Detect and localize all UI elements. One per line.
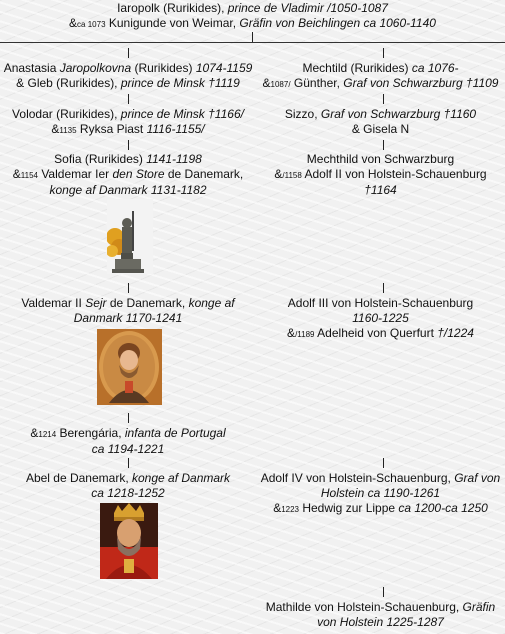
- right-generation-1: [256, 61, 505, 92]
- genealogy-line: [0, 442, 256, 457]
- genealogy-text: Jaropolkovna: [59, 61, 132, 75]
- genealogy-text: infanta de Portugal: [124, 426, 226, 440]
- genealogy-text: de Danemark,: [106, 296, 189, 310]
- genealogy-text: Adolf II von Holstein-Schauenburg: [301, 167, 487, 181]
- genealogy-text: Anastasia: [3, 61, 60, 75]
- connector-line: [383, 140, 384, 150]
- genealogy-text: prince de Minsk †1166/: [120, 107, 244, 121]
- person-name: Iaropolk (Rurikides),: [117, 1, 228, 15]
- left-generation-5: [0, 426, 256, 457]
- right-generation-2: [256, 107, 505, 137]
- genealogy-text: Valdemar II: [21, 296, 86, 310]
- genealogy-text: konge af Danmark 1131-1182: [49, 183, 207, 197]
- genealogy-text: Mathilde von Holstein-Schauenburg,: [265, 600, 463, 614]
- connector-line: [383, 283, 384, 293]
- genealogy-line: [256, 183, 505, 198]
- genealogy-line: [0, 296, 256, 311]
- genealogy-text: Sizzo,: [284, 107, 321, 121]
- genealogy-text: 1160-1225: [352, 311, 409, 325]
- genealogy-text: den Store: [112, 167, 165, 181]
- genealogy-line: [256, 152, 505, 167]
- genealogy-text: 1141-1198: [146, 152, 202, 166]
- genealogy-text: Graf von Schwarzburg †1160: [320, 107, 477, 121]
- genealogy-text: de Danemark,: [164, 167, 244, 181]
- left-generation-6: [0, 471, 256, 501]
- genealogy-text: Adelheid von Querfurt: [314, 326, 438, 340]
- genealogy-text: prince de Minsk †1119: [120, 76, 240, 90]
- genealogy-text: 1154: [20, 171, 38, 180]
- connector-line: [128, 140, 129, 150]
- portrait-abel: [100, 503, 158, 579]
- genealogy-text: 1087/: [270, 80, 291, 89]
- genealogy-text: & Gleb (Rurikides),: [16, 76, 121, 90]
- genealogy-text: Valdemar Ier: [37, 167, 113, 181]
- connector-line: [128, 458, 129, 468]
- genealogy-line: [256, 167, 505, 183]
- genealogy-line: [0, 471, 256, 486]
- genealogy-text: Günther,: [290, 76, 344, 90]
- genealogy-text: Ryksa Piast: [76, 122, 147, 136]
- genealogy-line: [256, 122, 505, 137]
- right-generation-3: [256, 152, 505, 198]
- genealogy-line: [0, 183, 256, 198]
- genealogy-line: [256, 471, 505, 486]
- genealogy-text: Abel de Danemark,: [25, 471, 132, 485]
- portrait-valdemar-ii: [97, 329, 162, 405]
- connector-line: [128, 48, 129, 58]
- genealogy-text: 1223: [281, 505, 299, 514]
- left-generation-3: [0, 152, 256, 198]
- genealogy-text: Berengária,: [56, 426, 125, 440]
- person-name: Kunigunde von Weimar,: [105, 16, 240, 30]
- genealogy-line: [256, 615, 505, 630]
- genealogy-line: [0, 486, 256, 501]
- genealogy-text: &: [262, 76, 271, 90]
- genealogy-line: [256, 311, 505, 326]
- connector-line: [383, 587, 384, 597]
- connector-line: [128, 283, 129, 293]
- connector-line: [383, 48, 384, 58]
- genealogy-line: [256, 296, 505, 311]
- portrait-statue: [107, 199, 153, 274]
- genealogy-text: /1189: [295, 330, 315, 339]
- connector-line: [252, 32, 253, 42]
- genealogy-line: [0, 76, 256, 91]
- genealogy-line: [0, 167, 256, 183]
- genealogy-line: [0, 61, 256, 76]
- genealogy-line: [256, 107, 505, 122]
- marriage-year: ca 1073: [77, 20, 106, 29]
- genealogy-text: ca 1194-1221: [91, 442, 165, 456]
- genealogy-line: [256, 326, 505, 342]
- genealogy-text: †1164: [364, 183, 397, 197]
- genealogy-text: 1074-1159: [195, 61, 253, 75]
- connector-line: [383, 458, 384, 468]
- right-generation-6: [256, 600, 505, 630]
- person-title: Gräfin von Beichlingen ca 1060-1140: [239, 16, 436, 30]
- right-generation-5: [256, 471, 505, 517]
- marriage-sign: &: [69, 16, 78, 30]
- genealogy-text: Graf von: [454, 471, 501, 485]
- genealogy-line: [256, 600, 505, 615]
- connector-line: [383, 94, 384, 104]
- genealogy-text: Hedwig zur Lippe: [299, 501, 399, 515]
- right-generation-4: [256, 296, 505, 342]
- genealogy-text: &: [287, 326, 296, 340]
- genealogy-text: Sejr: [85, 296, 107, 310]
- top-line-1: [0, 1, 505, 16]
- genealogy-text: /1158: [282, 171, 302, 180]
- person-title: prince de Vladimir /1050-1087: [227, 1, 388, 15]
- genealogy-text: Adolf III von Holstein-Schauenburg: [287, 296, 474, 310]
- genealogy-text: &: [51, 122, 60, 136]
- genealogy-text: Sofia (Rurikides): [54, 152, 147, 166]
- genealogy-line: [256, 501, 505, 517]
- genealogy-text: 1135: [59, 126, 77, 135]
- genealogy-text: Gräfin: [462, 600, 496, 614]
- genealogy-text: Mechtild (Rurikides): [302, 61, 412, 75]
- genealogy-line: [0, 107, 256, 122]
- genealogy-text: †/1224: [437, 326, 474, 340]
- genealogy-text: konge af: [188, 296, 235, 310]
- genealogy-text: & Gisela N: [351, 122, 410, 136]
- branch-divider: [0, 42, 505, 43]
- genealogy-text: Danmark 1170-1241: [73, 311, 183, 325]
- top-couple: [0, 1, 505, 32]
- genealogy-text: (Rurikides): [131, 61, 196, 75]
- connector-line: [128, 94, 129, 104]
- genealogy-text: Adolf IV von Holstein-Schauenburg,: [260, 471, 455, 485]
- genealogy-text: Graf von Schwarzburg †1109: [343, 76, 499, 90]
- left-generation-1: [0, 61, 256, 91]
- genealogy-line: [256, 61, 505, 76]
- genealogy-text: Volodar (Rurikides),: [12, 107, 121, 121]
- genealogy-text: &: [30, 426, 39, 440]
- genealogy-line: [0, 122, 256, 138]
- connector-line: [128, 413, 129, 423]
- genealogy-text: Holstein ca 1190-1261: [320, 486, 441, 500]
- genealogy-text: 1116-1155/: [146, 122, 205, 136]
- left-generation-2: [0, 107, 256, 138]
- genealogy-text: &: [273, 501, 282, 515]
- genealogy-text: &: [274, 167, 283, 181]
- genealogy-line: [0, 311, 256, 326]
- genealogy-text: von Holstein 1225-1287: [317, 615, 444, 629]
- top-line-2: [0, 16, 505, 32]
- left-generation-4: [0, 296, 256, 326]
- genealogy-text: ca 1200-ca 1250: [398, 501, 488, 515]
- genealogy-line: [256, 76, 505, 92]
- genealogy-text: 1214: [38, 430, 57, 439]
- genealogy-line: [256, 486, 505, 501]
- genealogy-text: Mechthild von Schwarzburg: [306, 152, 455, 166]
- genealogy-line: [0, 426, 256, 442]
- genealogy-text: ca 1218-1252: [91, 486, 165, 500]
- genealogy-line: [0, 152, 256, 167]
- genealogy-text: &: [12, 167, 21, 181]
- genealogy-text: ca 1076-: [411, 61, 459, 75]
- genealogy-text: konge af Danmark: [132, 471, 231, 485]
